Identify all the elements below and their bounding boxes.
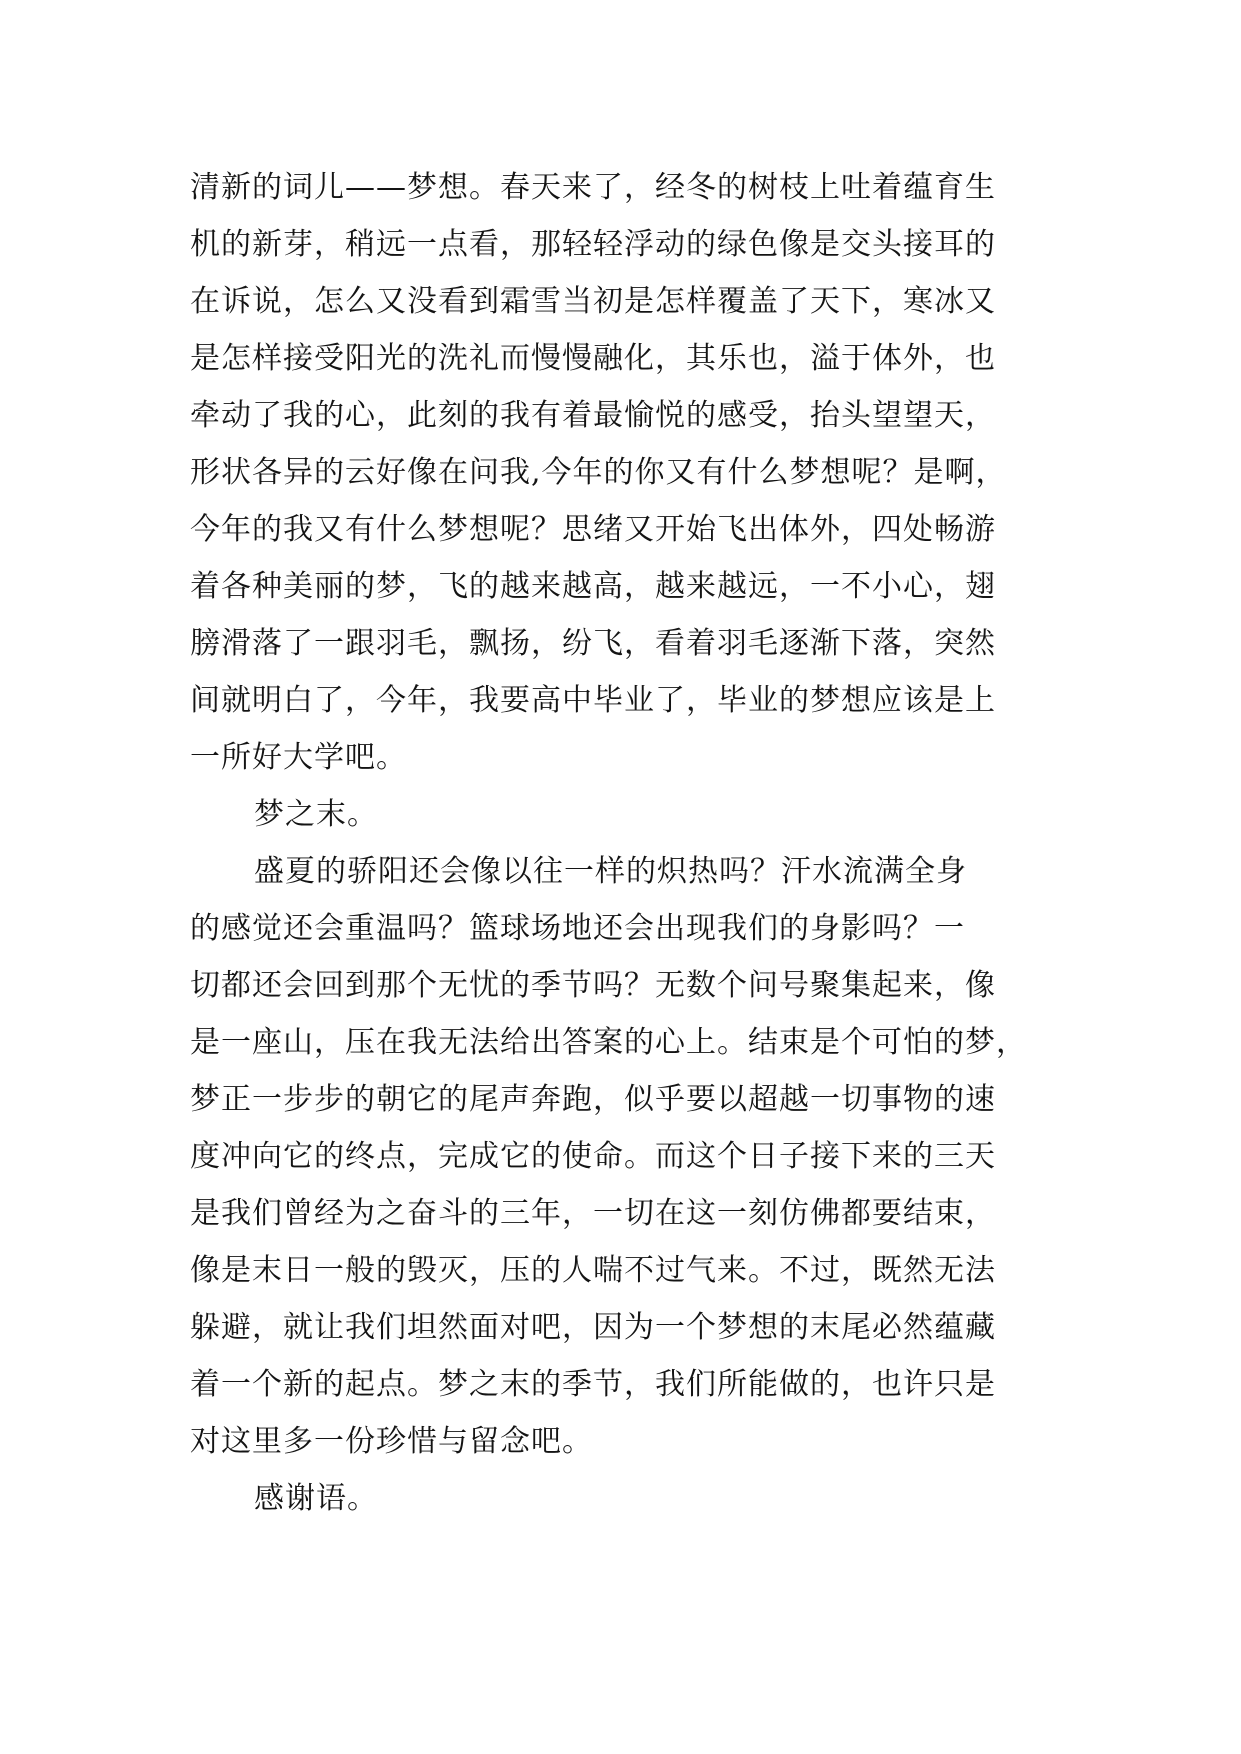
- text-line: 躲避，就让我们坦然面对吧，因为一个梦想的末尾必然蕴藏: [190, 1310, 996, 1345]
- text-line: 对这里多一份珍惜与留念吧。: [190, 1424, 593, 1459]
- text-line: 切都还会回到那个无忧的季节吗？无数个问号聚集起来，像: [190, 968, 996, 1003]
- text-line: 形状各异的云好像在问我,今年的你又有什么梦想呢？是啊，: [190, 455, 1007, 490]
- text-line: 像是末日一般的毁灭，压的人喘不过气来。不过，既然无法: [190, 1253, 996, 1288]
- section-heading-thanks: 感谢语。: [254, 1481, 378, 1516]
- text-line: 膀滑落了一跟羽毛，飘扬，纷飞，看着羽毛逐渐下落，突然: [190, 626, 996, 661]
- section-heading-dream-end: 梦之末。: [254, 797, 378, 832]
- text-line: 在诉说，怎么又没看到霜雪当初是怎样覆盖了天下，寒冰又: [190, 284, 996, 319]
- text-line: 是一座山，压在我无法给出答案的心上。结束是个可怕的梦，: [190, 1025, 1027, 1060]
- text-line: 度冲向它的终点，完成它的使命。而这个日子接下来的三天: [190, 1139, 996, 1174]
- text-line: 着各种美丽的梦，飞的越来越高，越来越远，一不小心，翅: [190, 569, 996, 604]
- text-line: 梦正一步步的朝它的尾声奔跑，似乎要以超越一切事物的速: [190, 1082, 996, 1117]
- document-body: [190, 159, 1050, 1527]
- text-line: 今年的我又有什么梦想呢？思绪又开始飞出体外，四处畅游: [190, 512, 996, 547]
- text-line: 机的新芽，稍远一点看，那轻轻浮动的绿色像是交头接耳的: [190, 227, 996, 262]
- text-line: 牵动了我的心，此刻的我有着最愉悦的感受，抬头望望天，: [190, 398, 996, 433]
- text-line: 一所好大学吧。: [190, 740, 407, 775]
- text-line: 清新的词儿——梦想。春天来了，经冬的树枝上吐着蕴育生: [190, 170, 996, 205]
- text-line: 间就明白了，今年，我要高中毕业了，毕业的梦想应该是上: [190, 683, 996, 718]
- text-line: 是怎样接受阳光的洗礼而慢慢融化，其乐也，溢于体外，也: [190, 341, 996, 376]
- text-line: 是我们曾经为之奋斗的三年，一切在这一刻仿佛都要结束，: [190, 1196, 996, 1231]
- text-line: 的感觉还会重温吗？篮球场地还会出现我们的身影吗？一: [190, 911, 965, 946]
- paragraph-first-line: 盛夏的骄阳还会像以往一样的炽热吗？汗水流满全身: [254, 854, 967, 889]
- text-line: 着一个新的起点。梦之末的季节，我们所能做的，也许只是: [190, 1367, 996, 1402]
